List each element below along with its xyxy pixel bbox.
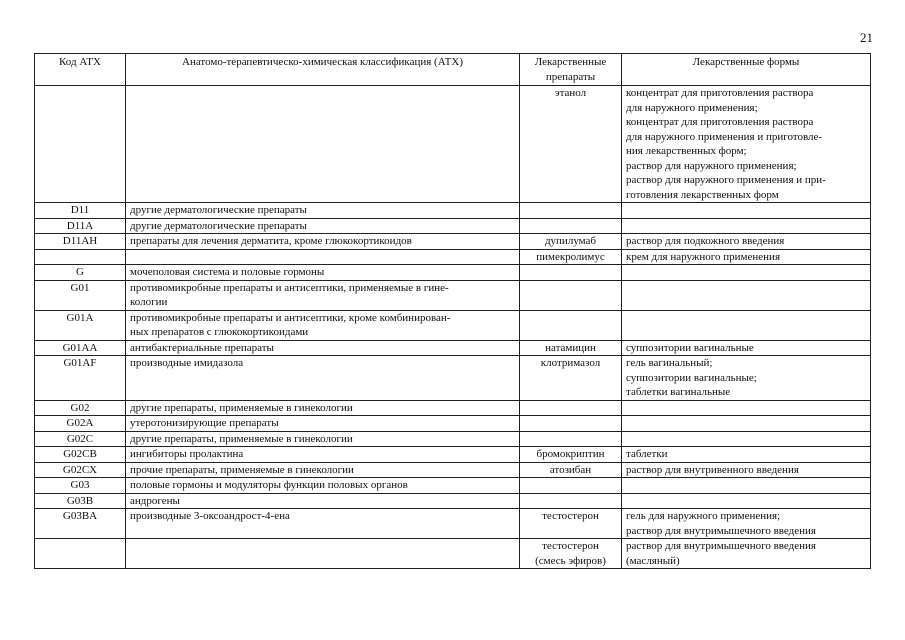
table-row xyxy=(35,416,871,432)
table-row xyxy=(35,310,871,340)
table-header-row xyxy=(35,54,871,86)
atx-code: D11AH xyxy=(35,234,126,250)
dosage-forms xyxy=(622,416,871,432)
page-number: 21 xyxy=(860,30,873,45)
atx-code xyxy=(35,249,126,265)
dosage-forms: гель вагинальный; суппозитории вагинальные; таблетки вагинальные xyxy=(622,356,871,401)
dosage-forms xyxy=(622,478,871,494)
drug-name xyxy=(520,493,622,509)
table-row xyxy=(35,356,871,401)
atx-classification xyxy=(126,249,520,265)
table-row xyxy=(35,462,871,478)
drug-name xyxy=(520,203,622,219)
drug-name: этанол xyxy=(520,86,622,203)
dosage-forms xyxy=(622,203,871,219)
drug-name: дупилумаб xyxy=(520,234,622,250)
dosage-forms xyxy=(622,431,871,447)
drug-name xyxy=(520,400,622,416)
atx-classification: другие препараты, применяемые в гинекологии xyxy=(126,431,520,447)
dosage-forms: гель для наружного применения; раствор для внутримышечного введения xyxy=(622,509,871,539)
atx-classification: антибактериальные препараты xyxy=(126,340,520,356)
atx-classification: производные 3-оксоандрост-4-ена xyxy=(126,509,520,539)
atx-classification: другие дерматологические препараты xyxy=(126,218,520,234)
atx-classification: другие дерматологические препараты xyxy=(126,203,520,219)
dosage-forms: раствор для внутривенного введения xyxy=(622,462,871,478)
atx-code xyxy=(35,539,126,569)
atx-classification xyxy=(126,539,520,569)
drug-name xyxy=(520,218,622,234)
atx-code: G01A xyxy=(35,310,126,340)
header-code: Код АТХ xyxy=(35,54,126,86)
drug-name xyxy=(520,310,622,340)
atx-classification: препараты для лечения дерматита, кроме глюкокортикоидов xyxy=(126,234,520,250)
table-row xyxy=(35,280,871,310)
atx-code: G xyxy=(35,265,126,281)
dosage-forms: суппозитории вагинальные xyxy=(622,340,871,356)
dosage-forms xyxy=(622,310,871,340)
atx-classification: ингибиторы пролактина xyxy=(126,447,520,463)
atx-code: D11 xyxy=(35,203,126,219)
table-row xyxy=(35,400,871,416)
atx-classification: производные имидазола xyxy=(126,356,520,401)
table-row xyxy=(35,493,871,509)
atx-code: G02CB xyxy=(35,447,126,463)
atx-classification: прочие препараты, применяемые в гинекологии xyxy=(126,462,520,478)
table-row xyxy=(35,478,871,494)
dosage-forms: раствор для подкожного введения xyxy=(622,234,871,250)
atx-code: G01AF xyxy=(35,356,126,401)
drug-name: тестостерон (смесь эфиров) xyxy=(520,539,622,569)
drug-name: тестостерон xyxy=(520,509,622,539)
dosage-forms: раствор для внутримышечного введения (масляный) xyxy=(622,539,871,569)
header-classification: Анатомо-терапевтическо-химическая классификация (АТХ) xyxy=(126,54,520,86)
drug-name: натамицин xyxy=(520,340,622,356)
atx-code: G02C xyxy=(35,431,126,447)
atx-classification: половые гормоны и модуляторы функции половых органов xyxy=(126,478,520,494)
atx-code: G01AA xyxy=(35,340,126,356)
atx-classification xyxy=(126,86,520,203)
dosage-forms xyxy=(622,218,871,234)
table-row xyxy=(35,340,871,356)
table-row xyxy=(35,431,871,447)
dosage-forms xyxy=(622,493,871,509)
table-row xyxy=(35,86,871,203)
table-row xyxy=(35,447,871,463)
drug-name: клотримазол xyxy=(520,356,622,401)
drug-name xyxy=(520,280,622,310)
dosage-forms xyxy=(622,265,871,281)
dosage-forms: крем для наружного применения xyxy=(622,249,871,265)
table-row xyxy=(35,509,871,539)
header-drugs: Лекарственные препараты xyxy=(520,54,622,86)
atx-classification: андрогены xyxy=(126,493,520,509)
atx-code: G02CX xyxy=(35,462,126,478)
drug-name: бромокриптин xyxy=(520,447,622,463)
table-row xyxy=(35,265,871,281)
atx-code: D11A xyxy=(35,218,126,234)
atx-classification: утеротонизирующие препараты xyxy=(126,416,520,432)
table-row xyxy=(35,234,871,250)
atx-code: G02 xyxy=(35,400,126,416)
atx-classification: мочеполовая система и половые гормоны xyxy=(126,265,520,281)
header-forms: Лекарственные формы xyxy=(622,54,871,86)
drug-name xyxy=(520,478,622,494)
dosage-forms: таблетки xyxy=(622,447,871,463)
drug-name: пимекролимус xyxy=(520,249,622,265)
atx-classification: противомикробные препараты и антисептики, кроме комбинирован- ных препаратов с глюкокортикоидами xyxy=(126,310,520,340)
dosage-forms xyxy=(622,280,871,310)
atx-classification: другие препараты, применяемые в гинекологии xyxy=(126,400,520,416)
atx-table xyxy=(34,53,871,569)
dosage-forms: концентрат для приготовления раствора для наружного применения; концентрат для приготовления раствора для наружного применения и приготовле- ния лекарственных форм; раствор для наружного применения; раствор для наружного применения и при- готовления лекарственных форм xyxy=(622,86,871,203)
table-row xyxy=(35,218,871,234)
atx-code xyxy=(35,86,126,203)
atx-code: G01 xyxy=(35,280,126,310)
table-row xyxy=(35,539,871,569)
drug-name xyxy=(520,265,622,281)
drug-name xyxy=(520,416,622,432)
atx-code: G02A xyxy=(35,416,126,432)
dosage-forms xyxy=(622,400,871,416)
table-row xyxy=(35,249,871,265)
atx-code: G03BA xyxy=(35,509,126,539)
atx-code: G03B xyxy=(35,493,126,509)
drug-name xyxy=(520,431,622,447)
drug-name: атозибан xyxy=(520,462,622,478)
atx-code: G03 xyxy=(35,478,126,494)
atx-classification: противомикробные препараты и антисептики, применяемые в гине- кологии xyxy=(126,280,520,310)
table-row xyxy=(35,203,871,219)
